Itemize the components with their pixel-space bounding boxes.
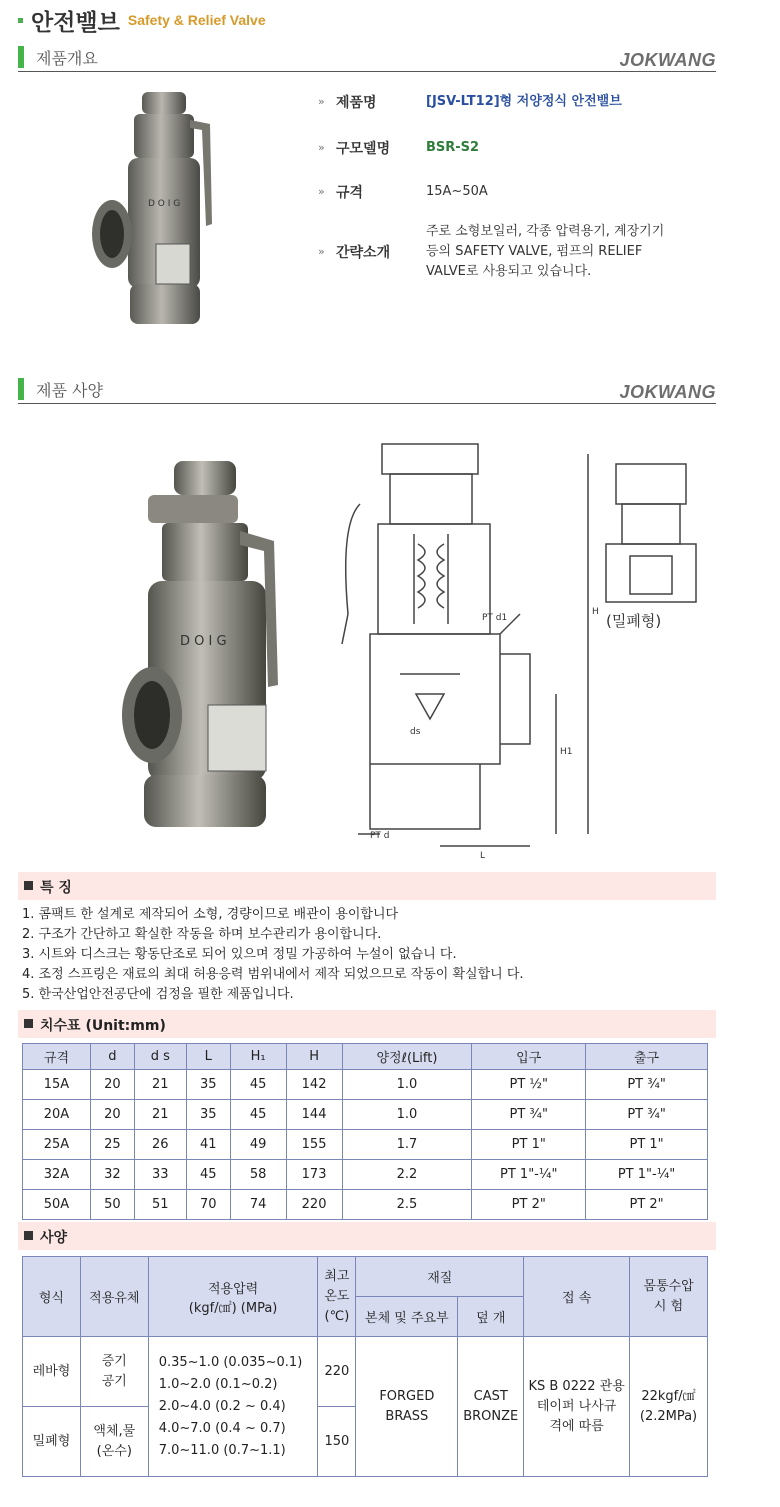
spec-value: 15A~50A	[426, 184, 488, 199]
table-cell: 51	[134, 1190, 186, 1220]
col-header: d	[90, 1044, 134, 1070]
features-list	[22, 905, 524, 1005]
col-header: 입구	[472, 1044, 586, 1070]
table-cell: PT ½"	[472, 1070, 586, 1100]
arrow-icon: »	[318, 245, 325, 258]
spec-heading: 사양	[40, 1230, 68, 1246]
table-cell: PT 1"-¼"	[472, 1160, 586, 1190]
table-cell: 증기 공기	[80, 1337, 148, 1407]
spec-table	[22, 1256, 708, 1477]
spec-col-temp: 최고 온도 (℃)	[318, 1257, 356, 1337]
title-bullet-icon	[18, 18, 23, 23]
pressure-line: 4.0~7.0 (0.4 ~ 0.7)	[158, 1420, 286, 1436]
table-cell: PT 1"-¼"	[586, 1160, 708, 1190]
table-cell: 액체,물 (온수)	[80, 1407, 148, 1477]
col-header: 양정ℓ(Lift)	[342, 1044, 472, 1070]
table-cell: 41	[186, 1130, 230, 1160]
intro-key: 간략소개	[336, 245, 391, 261]
features-header	[18, 872, 716, 900]
table-cell: PT ¾"	[472, 1100, 586, 1130]
pressure-cell	[148, 1337, 318, 1477]
dimensions-heading: 치수표 (Unit:mm)	[40, 1018, 166, 1034]
arrow-icon: »	[318, 185, 325, 198]
spec-key: 규격	[336, 185, 364, 201]
intro-line: 등의 SAFETY VALVE, 펌프의 RELIEF	[426, 244, 643, 259]
info-row-product-name	[318, 92, 778, 112]
square-bullet-icon	[24, 1019, 33, 1028]
table-cell: 70	[186, 1190, 230, 1220]
label-h1: H1	[560, 747, 573, 757]
table-cell: 74	[230, 1190, 286, 1220]
feature-item: 2. 구조가 간단하고 확실한 작동을 하며 보수관리가 용이합니다.	[22, 927, 382, 942]
page-title: 안전밸브	[31, 9, 120, 36]
pressure-line: 0.35~1.0 (0.035~0.1)	[158, 1354, 303, 1370]
brand-logo: JOKWANG	[619, 50, 716, 70]
dimension-header-row	[23, 1044, 708, 1070]
table-cell: 50	[90, 1190, 134, 1220]
label-sealed-type: (밀폐형)	[606, 612, 662, 630]
svg-text:D O I G: D O I G	[180, 634, 227, 649]
table-cell: 58	[230, 1160, 286, 1190]
table-cell: 220	[286, 1190, 342, 1220]
page-subtitle: Safety & Relief Valve	[127, 12, 266, 28]
table-cell: PT ¾"	[586, 1070, 708, 1100]
table-row	[23, 1337, 708, 1407]
spec-col-pressure	[148, 1257, 318, 1337]
pressure-line: 7.0~11.0 (0.7~1.1)	[158, 1442, 286, 1458]
dimensions-header	[18, 1010, 716, 1038]
info-row-spec	[318, 182, 778, 202]
valve-photo-small	[90, 84, 240, 334]
label-pt-d1: PT d1	[482, 613, 508, 623]
table-cell: 1.7	[342, 1130, 472, 1160]
svg-text:D O I G: D O I G	[148, 199, 181, 209]
table-cell: 21	[134, 1100, 186, 1130]
old-model-key: 구모델명	[336, 141, 391, 157]
overview-section-label: 제품개요	[36, 49, 98, 68]
label-l: L	[480, 851, 486, 861]
old-model-value: BSR-S2	[426, 140, 480, 155]
table-cell: 35	[186, 1100, 230, 1130]
table-cell: 20	[90, 1070, 134, 1100]
table-cell: 50A	[23, 1190, 91, 1220]
table-cell: 155	[286, 1130, 342, 1160]
section-bar-icon	[18, 378, 24, 400]
pressure-line: 2.0~4.0 (0.2 ~ 0.4)	[158, 1398, 286, 1414]
feature-item: 4. 조정 스프링은 재료의 최대 허용응력 범위내에서 제작 되었으므로 작동이 확실합니 다.	[22, 967, 524, 982]
table-cell: 220	[318, 1337, 356, 1407]
valve-cross-section-drawing	[330, 434, 710, 864]
table-cell: 21	[134, 1070, 186, 1100]
spec-col-cover: 덮 개	[458, 1297, 524, 1337]
spec-col-material: 재질	[356, 1257, 524, 1297]
table-cell: PT 2"	[586, 1190, 708, 1220]
page-title-row	[18, 4, 266, 36]
overview-section-header	[18, 44, 716, 72]
table-cell: 2.2	[342, 1160, 472, 1190]
table-cell: 20A	[23, 1100, 91, 1130]
square-bullet-icon	[24, 1231, 33, 1240]
table-cell: 25	[90, 1130, 134, 1160]
table-cell: PT 1"	[586, 1130, 708, 1160]
table-cell: FORGED BRASS	[356, 1337, 458, 1477]
col-header: H	[286, 1044, 342, 1070]
table-cell: 173	[286, 1160, 342, 1190]
section-bar-icon	[18, 46, 24, 68]
table-cell: KS B 0222 관용 테이퍼 나사규 격에 따름	[524, 1337, 630, 1477]
valve-photo-large	[118, 455, 286, 835]
features-heading: 특 징	[40, 880, 72, 896]
spec-col-type: 형식	[23, 1257, 81, 1337]
table-cell: 1.0	[342, 1070, 472, 1100]
dimension-table	[22, 1043, 708, 1220]
table-cell: PT 1"	[472, 1130, 586, 1160]
table-cell: 15A	[23, 1070, 91, 1100]
spec-col-fluid: 적용유체	[80, 1257, 148, 1337]
spec-col-body: 본체 및 주요부	[356, 1297, 458, 1337]
table-cell: 45	[230, 1100, 286, 1130]
product-name-value: [JSV-LT12]형 저양정식 안전밸브	[426, 94, 622, 109]
table-cell: 45	[230, 1070, 286, 1100]
info-row-intro	[318, 222, 778, 282]
table-cell: 26	[134, 1130, 186, 1160]
feature-item: 3. 시트와 디스크는 황동단조로 되어 있으며 정밀 가공하여 누설이 없습니 다.	[22, 947, 457, 962]
table-cell: 49	[230, 1130, 286, 1160]
table-row	[23, 1070, 708, 1100]
spec-col-connection: 접 속	[524, 1257, 630, 1337]
table-cell: 32A	[23, 1160, 91, 1190]
table-cell: PT ¾"	[586, 1100, 708, 1130]
product-name-key: 제품명	[336, 95, 377, 111]
table-cell: 레바형	[23, 1337, 81, 1407]
col-header: H₁	[230, 1044, 286, 1070]
col-header: L	[186, 1044, 230, 1070]
table-cell: PT 2"	[472, 1190, 586, 1220]
table-cell: 32	[90, 1160, 134, 1190]
pressure-unit: (kgf/㎠) (MPa)	[188, 1300, 278, 1316]
spec-section-label: 제품 사양	[36, 381, 103, 400]
spec-col-test: 몸통수압 시 험	[630, 1257, 708, 1337]
label-h: H	[592, 607, 599, 617]
col-header: 출구	[586, 1044, 708, 1070]
table-cell: 45	[186, 1160, 230, 1190]
table-row	[23, 1160, 708, 1190]
arrow-icon: »	[318, 95, 325, 108]
table-row	[23, 1190, 708, 1220]
label-ds: ds	[410, 727, 421, 737]
feature-item: 1. 콤팩트 한 설계로 제작되어 소형, 경량이므로 배관이 용이합니다	[22, 907, 399, 922]
table-cell: 150	[318, 1407, 356, 1477]
table-cell: 2.5	[342, 1190, 472, 1220]
table-cell: 밀폐형	[23, 1407, 81, 1477]
table-row	[23, 1130, 708, 1160]
intro-line: 주로 소형보일러, 각종 압력용기, 계장기기	[426, 224, 665, 239]
feature-item: 5. 한국산업안전공단에 검정을 필한 제품입니다.	[22, 987, 294, 1002]
pressure-line: 1.0~2.0 (0.1~0.2)	[158, 1376, 278, 1392]
table-cell: 20	[90, 1100, 134, 1130]
spec-header-row	[23, 1257, 708, 1297]
table-cell: CAST BRONZE	[458, 1337, 524, 1477]
spec-section-header	[18, 376, 716, 404]
brand-logo: JOKWANG	[619, 382, 716, 402]
info-row-old-model	[318, 138, 778, 158]
intro-line: VALVE로 사용되고 있습니다.	[426, 264, 592, 279]
spec-header	[18, 1222, 716, 1250]
table-cell: 25A	[23, 1130, 91, 1160]
label-pt-d: PT d	[370, 831, 390, 841]
table-cell: 33	[134, 1160, 186, 1190]
col-header: d s	[134, 1044, 186, 1070]
intro-value	[426, 222, 726, 282]
table-cell: 1.0	[342, 1100, 472, 1130]
square-bullet-icon	[24, 881, 33, 890]
table-cell: 22kgf/㎠ (2.2MPa)	[630, 1337, 708, 1477]
pressure-header: 적용압력	[207, 1281, 259, 1297]
col-header: 규격	[23, 1044, 91, 1070]
table-cell: 144	[286, 1100, 342, 1130]
table-cell: 142	[286, 1070, 342, 1100]
table-cell: 35	[186, 1070, 230, 1100]
table-row	[23, 1100, 708, 1130]
arrow-icon: »	[318, 141, 325, 154]
